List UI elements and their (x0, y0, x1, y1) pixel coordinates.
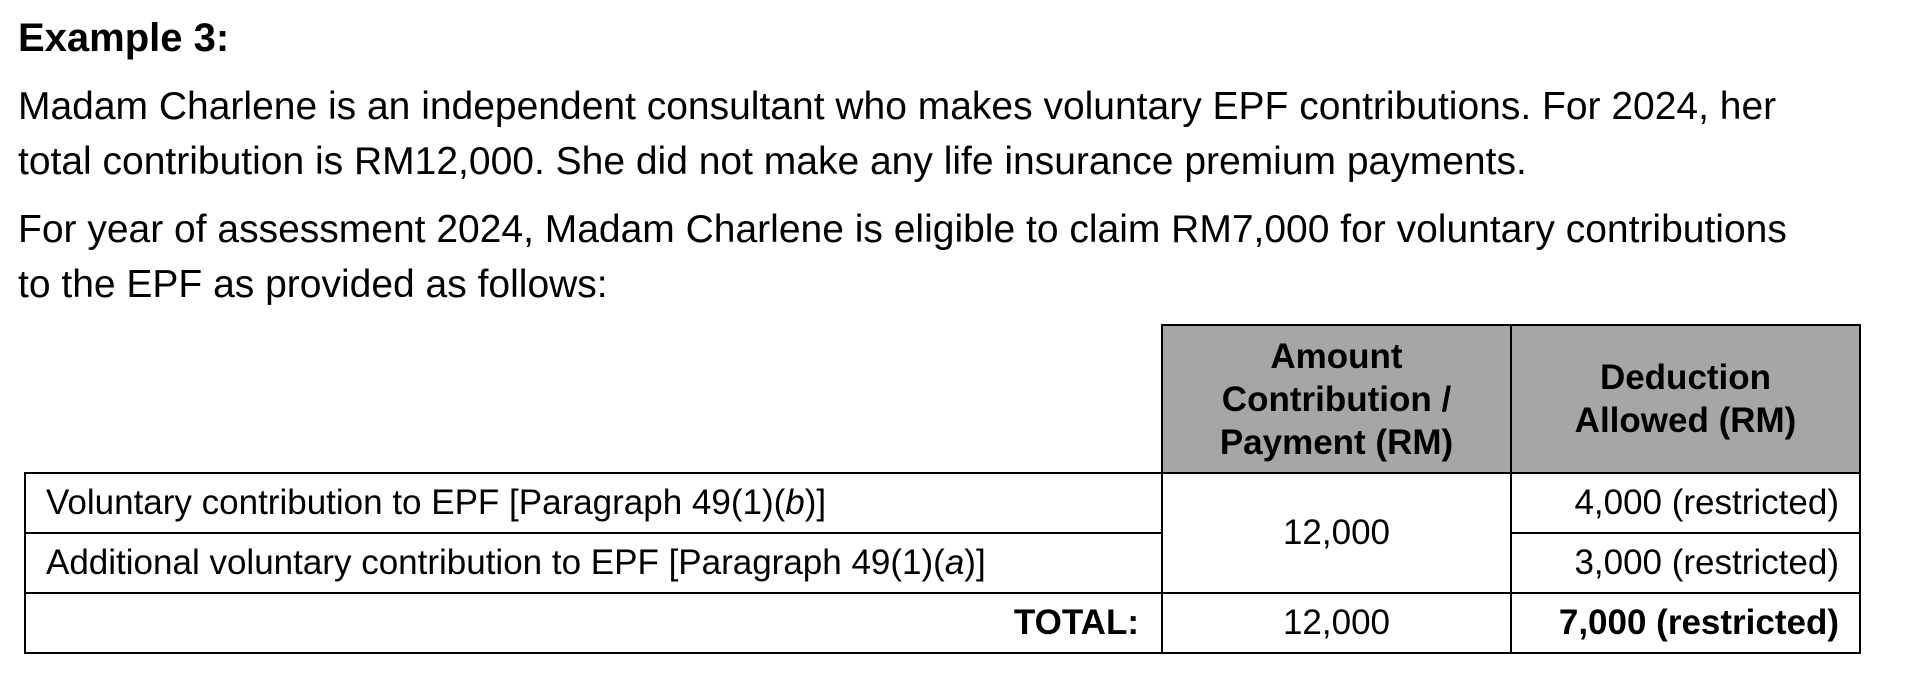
intro-line-1: Madam Charlene is an independent consultant who makes voluntary EPF contributions. For 2024, her (18, 85, 1777, 128)
table-row (25, 473, 1860, 533)
deduction-column-header (1511, 325, 1860, 473)
table-header-row (25, 325, 1860, 473)
desc-suffix: )] (804, 483, 827, 522)
desc-suffix: )] (964, 543, 986, 582)
intro-paragraph (18, 79, 1913, 189)
total-deduction: 7,000 (restricted) (1511, 593, 1860, 653)
amount-header-line-1: Amount (1270, 336, 1403, 376)
deduction-header-line-1: Deduction (1599, 358, 1772, 397)
row-description-additional (25, 533, 1162, 593)
row-description-voluntary (25, 473, 1162, 533)
shared-amount-cell: 12,000 (1162, 473, 1511, 593)
eligibility-paragraph (18, 202, 1913, 312)
example-heading: Example 3: (18, 16, 230, 60)
amount-column-header (1162, 325, 1511, 473)
row-deduction-additional: 3,000 (restricted) (1511, 533, 1860, 593)
desc-text: Additional voluntary contribution to EPF [Paragraph 49(1)( (46, 543, 945, 582)
table-row (25, 533, 1860, 593)
desc-italic-letter: a (944, 543, 965, 582)
desc-text: Voluntary contribution to EPF [Paragraph 49(1)( (46, 483, 786, 522)
deduction-header-line-2: Allowed (RM) (1574, 401, 1797, 440)
eligibility-line-2: to the EPF as provided as follows: (18, 263, 608, 306)
desc-italic-letter: b (785, 483, 805, 522)
total-amount: 12,000 (1162, 593, 1511, 653)
total-label: TOTAL: (25, 593, 1162, 653)
eligibility-line-1: For year of assessment 2024, Madam Charlene is eligible to claim RM7,000 for voluntary contributions (18, 208, 1787, 251)
intro-line-2: total contribution is RM12,000. She did not make any life insurance premium payments. (18, 140, 1527, 183)
amount-header-line-2: Contribution / (1221, 379, 1452, 419)
row-deduction-voluntary: 4,000 (restricted) (1511, 473, 1860, 533)
amount-header-line-3: Payment (RM) (1219, 422, 1454, 462)
deduction-table (24, 324, 1861, 654)
total-row (25, 593, 1860, 653)
header-blank-cell (25, 325, 1162, 473)
